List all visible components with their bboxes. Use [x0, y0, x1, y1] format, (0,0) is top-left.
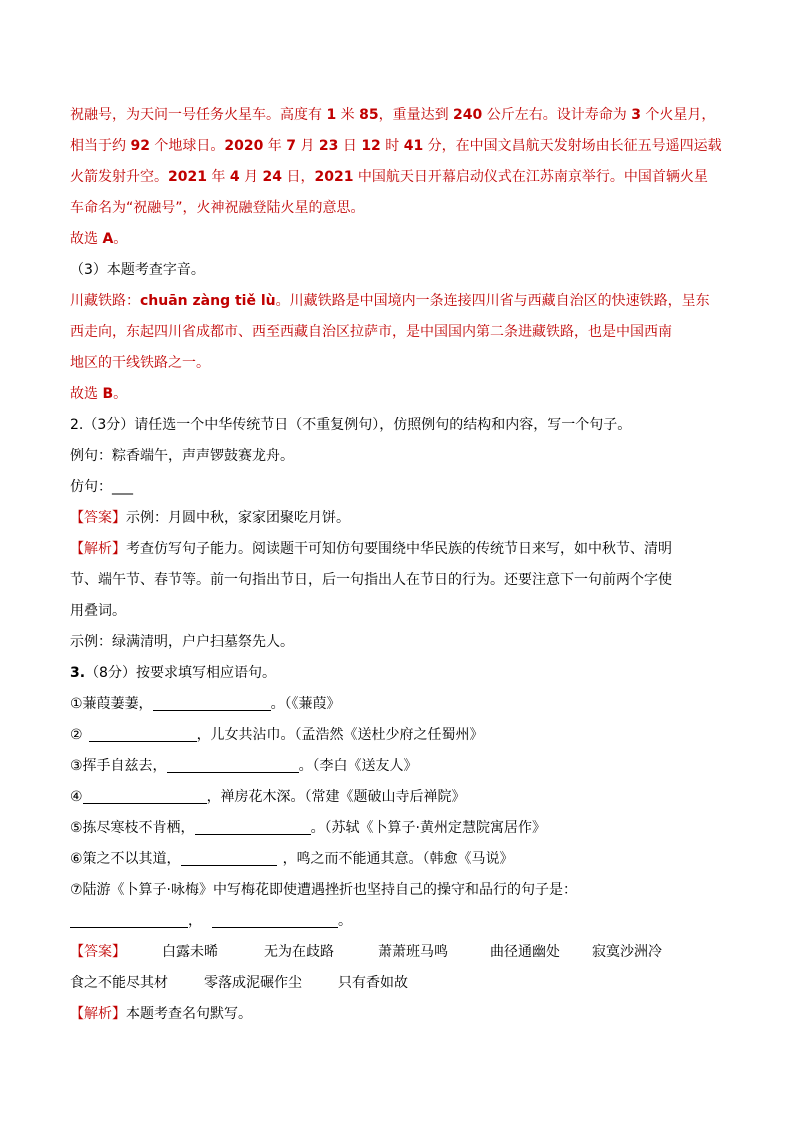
- answer-blank: [83, 785, 207, 804]
- answer-blank: ___: [112, 479, 133, 495]
- text: 个火星月，: [640, 107, 716, 123]
- answer-blank: [181, 847, 277, 866]
- text: ③挥手自兹去，: [70, 758, 167, 774]
- answer-item: 只有香如故: [338, 975, 408, 991]
- q3-analysis: [70, 999, 690, 1030]
- answer-item: 食之不能尽其材: [70, 975, 168, 991]
- text: 川藏铁路：: [70, 293, 140, 309]
- number: 85: [359, 107, 379, 123]
- text: 。（《蒹葭》: [270, 696, 341, 712]
- number: 240: [453, 107, 483, 123]
- question-number: 3.: [70, 665, 86, 681]
- answer-blank: [195, 816, 311, 835]
- answer-blank: [70, 909, 188, 928]
- choice-letter: A: [102, 231, 114, 247]
- text: 故选: [70, 386, 103, 402]
- text: 故选: [70, 231, 103, 247]
- explain3-line1: [70, 286, 710, 317]
- text: 中国航天日开幕启动仪式在江苏南京举行。中国首辆火星: [353, 169, 708, 185]
- q3-answers-row1: [70, 937, 690, 968]
- question-score: （8分）: [85, 665, 136, 681]
- answer-item: 零落成泥碾作尘: [204, 975, 302, 991]
- text: 。: [113, 231, 128, 247]
- number: 24: [262, 169, 283, 185]
- answer-blank: [153, 692, 271, 711]
- q2-example: 例句：粽香端午，声声锣鼓赛龙舟。: [70, 448, 294, 464]
- q3-item-3: [70, 751, 690, 782]
- explain1-line1: [70, 100, 716, 131]
- text: ，: [188, 913, 202, 929]
- question-text: 请任选一个中华传统节日（不重复例句），仿照例句的结构和内容，写一个句子。: [134, 417, 632, 433]
- text: 公斤左右。设计寿命为: [482, 107, 632, 123]
- answer-item: 白露未晞: [162, 944, 218, 960]
- document-page: [70, 100, 722, 1030]
- text: 仿句：: [70, 479, 112, 495]
- q3-prompt: [70, 658, 690, 689]
- text: 。: [338, 913, 352, 929]
- question-score: （3分）: [83, 417, 135, 433]
- choice-letter: B: [102, 386, 114, 402]
- text: ⑥策之不以其道，: [70, 851, 181, 867]
- text: 。（苏轼《卜算子·黄州定慧院寓居作》: [310, 820, 547, 836]
- analysis-text: 考查仿写句子能力。阅读题干可知仿句要围绕中华民族的传统节日来写，如中秋节、清明: [126, 541, 672, 557]
- text: 米: [336, 107, 360, 123]
- q3-item-7-blanks: [70, 906, 690, 937]
- explain1-line4: 车命名为“祝融号”，火神祝融登陆火星的意思。: [70, 200, 365, 216]
- text: 。: [113, 386, 128, 402]
- q3-item-5: [70, 813, 690, 844]
- number: 7: [286, 138, 297, 154]
- number: 3: [631, 107, 641, 123]
- text: 个地球日。: [149, 138, 225, 154]
- explain3-line3: 地区的干线铁路之一。: [70, 355, 210, 371]
- text: 火箭发射升空。: [70, 169, 168, 185]
- q3-item-7: ⑦陆游《卜算子·咏梅》中写梅花即使遭遇挫折也坚持自己的操守和品行的句子是：: [70, 882, 577, 898]
- text: 年: [263, 138, 287, 154]
- number: 1: [326, 107, 337, 123]
- text: 分，在中国文昌航天发射场由长征五号遥四运载: [423, 138, 722, 154]
- number: 41: [403, 138, 424, 154]
- q2-answer: [70, 503, 690, 534]
- text: ⑤拣尽寒枝不肯栖，: [70, 820, 195, 836]
- answer-blank: [212, 909, 338, 928]
- text: 祝融号，为天问一号任务火星车。高度有: [70, 107, 327, 123]
- text: 。（李白《送友人》: [298, 758, 418, 774]
- q3-answers-row2: [70, 968, 690, 999]
- number: 23: [318, 138, 339, 154]
- q3-item-1: [70, 689, 690, 720]
- q2-prompt: [70, 410, 690, 441]
- text: 日: [338, 138, 362, 154]
- text: ，儿女共沾巾。（孟浩然《送杜少府之任蜀州》: [196, 727, 484, 743]
- answer-text: 示例：月圆中秋，家家团聚吃月饼。: [126, 510, 350, 526]
- text: 日，: [282, 169, 315, 185]
- number: 4: [229, 169, 240, 185]
- pinyin: chuān zàng tiě lù: [140, 293, 276, 309]
- number: 12: [361, 138, 381, 154]
- q3-part-heading: （3）本题考查字音。: [70, 262, 205, 278]
- text: ，禅房花木深。（常建《题破山寺后禅院》: [206, 789, 466, 805]
- text: ，重量达到: [378, 107, 454, 123]
- answer-blank: [89, 723, 197, 742]
- q2-analysis-line1: [70, 534, 690, 565]
- number: 2020: [224, 138, 264, 154]
- answer-item: 无为在歧路: [264, 944, 334, 960]
- analysis-tag: 【解析】: [70, 1006, 126, 1022]
- answer-blank: [167, 754, 299, 773]
- text: 月: [296, 138, 319, 154]
- answer-item: 萧萧班马鸣: [378, 944, 448, 960]
- number: 92: [130, 138, 150, 154]
- q3-item-2: [70, 720, 690, 751]
- text: 年: [206, 169, 230, 185]
- number: 2021: [168, 169, 207, 185]
- text: ④: [70, 789, 83, 805]
- q3-item-4: [70, 782, 690, 813]
- text: 相当于约: [70, 138, 131, 154]
- text: ②: [70, 727, 83, 743]
- q3-item-6: [70, 844, 690, 875]
- q2-analysis-line3: 用叠词。: [70, 603, 126, 619]
- q2-sample: 示例：绿满清明，户户扫墓祭先人。: [70, 634, 294, 650]
- text: ，鸣之而不能通其意。（韩愈《马说》: [282, 851, 514, 867]
- text: 时: [380, 138, 404, 154]
- text: 。川藏铁路是中国境内一条连接四川省与西藏自治区的快速铁路，呈东: [275, 293, 710, 309]
- explain3-line2: 西走向，东起四川省成都市、西至西藏自治区拉萨市，是中国国内第二条进藏铁路，也是中国西南: [70, 324, 672, 340]
- question-number: 2.: [70, 417, 84, 433]
- answer-tag: 【答案】: [70, 944, 126, 960]
- answer-tag: 【答案】: [70, 510, 126, 526]
- q2-analysis-line2: 节、端午节、春节等。前一句指出节日，后一句指出人在节日的行为。还要注意下一句前两个字使: [70, 572, 672, 588]
- number: 2021: [314, 169, 354, 185]
- text: ①蒹葭萋萋，: [70, 696, 153, 712]
- answer-item: 曲径通幽处: [490, 944, 560, 960]
- answer-item: 寂寞沙洲冷: [592, 944, 662, 960]
- explain1-line2: [70, 131, 722, 162]
- q2-imitate: [70, 472, 690, 503]
- explain1-choice: [70, 224, 690, 255]
- analysis-text: 本题考查名句默写。: [126, 1006, 252, 1022]
- text: 月: [239, 169, 263, 185]
- question-text: 按要求填写相应语句。: [135, 665, 276, 681]
- analysis-tag: 【解析】: [70, 541, 126, 557]
- explain1-line3: [70, 162, 708, 193]
- explain3-choice: [70, 379, 690, 410]
